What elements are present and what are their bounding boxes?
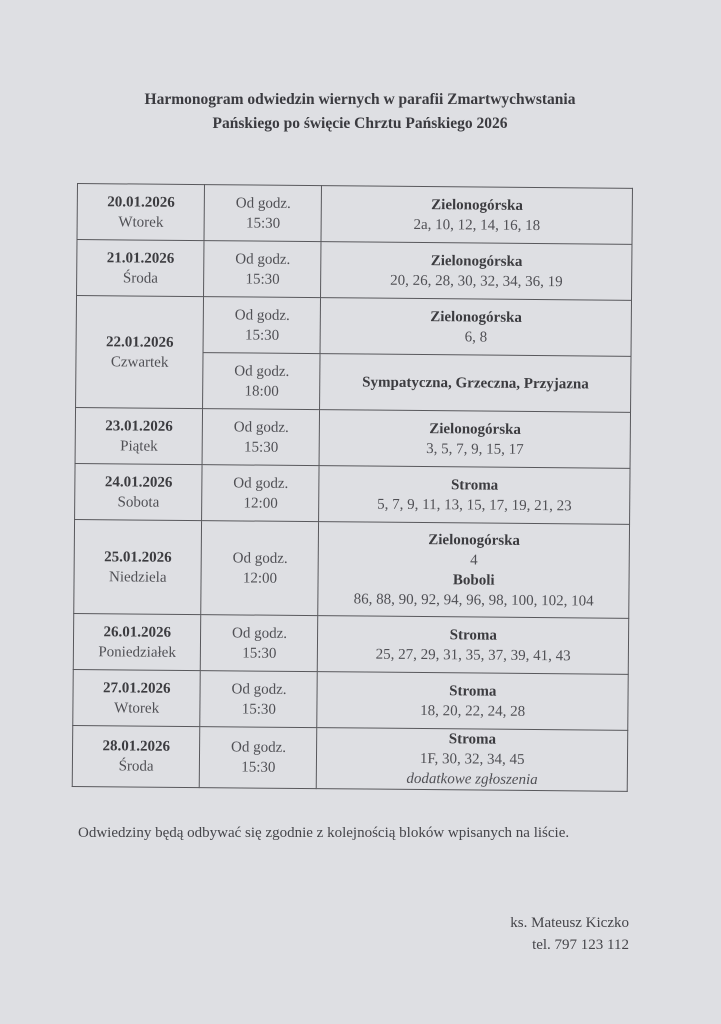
visit-date: 25.01.2026 [104,548,172,566]
visit-date: 23.01.2026 [105,417,173,435]
date-cell [73,669,201,726]
visit-day: Piątek [120,437,158,455]
time-label: Od godz. [234,362,290,380]
street-name: Boboli [452,571,495,589]
time-value: 12:00 [243,494,278,512]
date-cell [75,407,203,464]
place-cell [318,522,629,619]
time-label: Od godz. [235,250,291,268]
table-row [77,240,632,301]
time-cell [200,671,318,728]
time-value: 15:30 [245,270,280,288]
street-name: Zielonogórska [429,420,522,438]
house-numbers: 18, 20, 22, 24, 28 [420,702,526,720]
document-title [60,88,660,136]
table-row [73,613,628,674]
house-numbers: 1F, 30, 32, 34, 45 [419,751,525,768]
visit-day: Środa [118,758,154,775]
signature-name: ks. Mateusz Kiczko [510,915,629,931]
place-cell [317,728,628,792]
street-name: Stroma [449,626,497,644]
time-cell [201,615,319,672]
visit-date: 22.01.2026 [106,333,174,351]
house-numbers: 25, 27, 29, 31, 35, 37, 39, 41, 43 [375,646,571,664]
time-value: 15:30 [244,438,279,456]
place-cell [321,298,632,357]
house-numbers: 86, 88, 90, 92, 94, 96, 98, 100, 102, 104 [353,590,594,610]
place-cell [319,466,630,525]
time-label: Od godz. [233,418,289,436]
time-value: 12:00 [242,569,278,587]
street-name: Stroma [449,682,497,700]
time-label: Od godz. [231,680,287,698]
time-cell [202,409,320,466]
visit-day: Czwartek [110,353,169,371]
time-label: Od godz. [235,194,291,212]
time-value: 15:30 [241,700,277,718]
house-numbers: 3, 5, 7, 9, 15, 17 [426,440,524,458]
table-row [74,519,630,618]
visit-date: 26.01.2026 [103,623,172,641]
table-row [73,669,628,730]
time-label: Od godz. [233,474,289,492]
visit-schedule-table [72,183,633,792]
visit-day: Wtorek [118,213,164,231]
time-label: Od godz. [230,739,287,756]
place-cell [320,354,631,413]
time-cell [204,185,322,242]
street-name: Stroma [448,731,497,748]
place-cell [318,616,629,675]
place-cell [321,242,632,301]
time-cell [202,465,320,522]
footer-note: Odwiedziny będą odbywać się zgodnie z kolejnością bloków wpisanych na liście. [78,825,570,841]
title-line-1: Harmonogram odwiedzin wiernych w parafii Zmartwychwstania [144,91,576,108]
place-cell [317,672,628,731]
time-cell [203,353,321,410]
visit-day: Sobota [117,493,160,511]
table-row [75,463,630,524]
visit-day: Wtorek [114,699,160,717]
table-row [76,296,631,357]
date-cell [77,184,205,241]
table-row [75,407,630,468]
extra-note: dodatkowe zgłoszenia [406,770,538,789]
time-value: 15:30 [244,326,280,344]
visit-date: 24.01.2026 [104,473,173,491]
visit-date: 20.01.2026 [107,193,175,211]
time-label: Od godz. [234,306,290,324]
time-cell [201,521,319,616]
signature-phone: tel. 797 123 112 [532,937,629,953]
house-numbers: 2a, 10, 12, 14, 16, 18 [413,216,541,234]
time-cell [200,727,318,789]
time-cell [204,241,322,298]
street-name: Zielonogórska [428,531,521,549]
date-cell [74,519,202,614]
street-name: Zielonogórska [430,252,523,270]
visit-date: 21.01.2026 [106,249,175,267]
house-numbers: 4 [470,551,478,569]
visit-day: Niedziela [108,568,167,586]
time-value: 15:30 [245,214,281,232]
house-numbers: 6, 8 [464,328,488,346]
date-cell [76,296,204,409]
time-cell [203,297,321,354]
table-row [72,725,628,791]
visit-day: Środa [122,269,158,287]
time-value: 15:30 [241,759,276,776]
time-label: Od godz. [231,624,288,642]
street-name: Sympatyczna, Grzeczna, Przyjazna [362,373,589,392]
time-label: Od godz. [232,549,288,567]
visit-date: 28.01.2026 [102,738,171,755]
visit-day: Poniedziałek [98,643,176,661]
place-cell [321,186,632,245]
time-value: 18:00 [244,382,279,400]
street-name: Stroma [450,476,499,494]
date-cell [72,725,200,787]
signature-block [510,912,629,956]
table-row [77,184,632,245]
date-cell [77,240,205,297]
title-line-2: Pańskiego po święcie Chrztu Pańskiego 2026 [212,115,508,132]
date-cell [73,613,201,670]
time-value: 15:30 [242,644,277,662]
house-numbers: 5, 7, 9, 11, 13, 15, 17, 19, 21, 23 [377,496,572,514]
date-cell [75,463,203,520]
street-name: Zielonogórska [430,308,522,326]
house-numbers: 20, 26, 28, 30, 32, 34, 36, 19 [390,272,563,290]
visit-date: 27.01.2026 [102,679,171,697]
place-cell [320,410,631,469]
street-name: Zielonogórska [431,196,523,214]
